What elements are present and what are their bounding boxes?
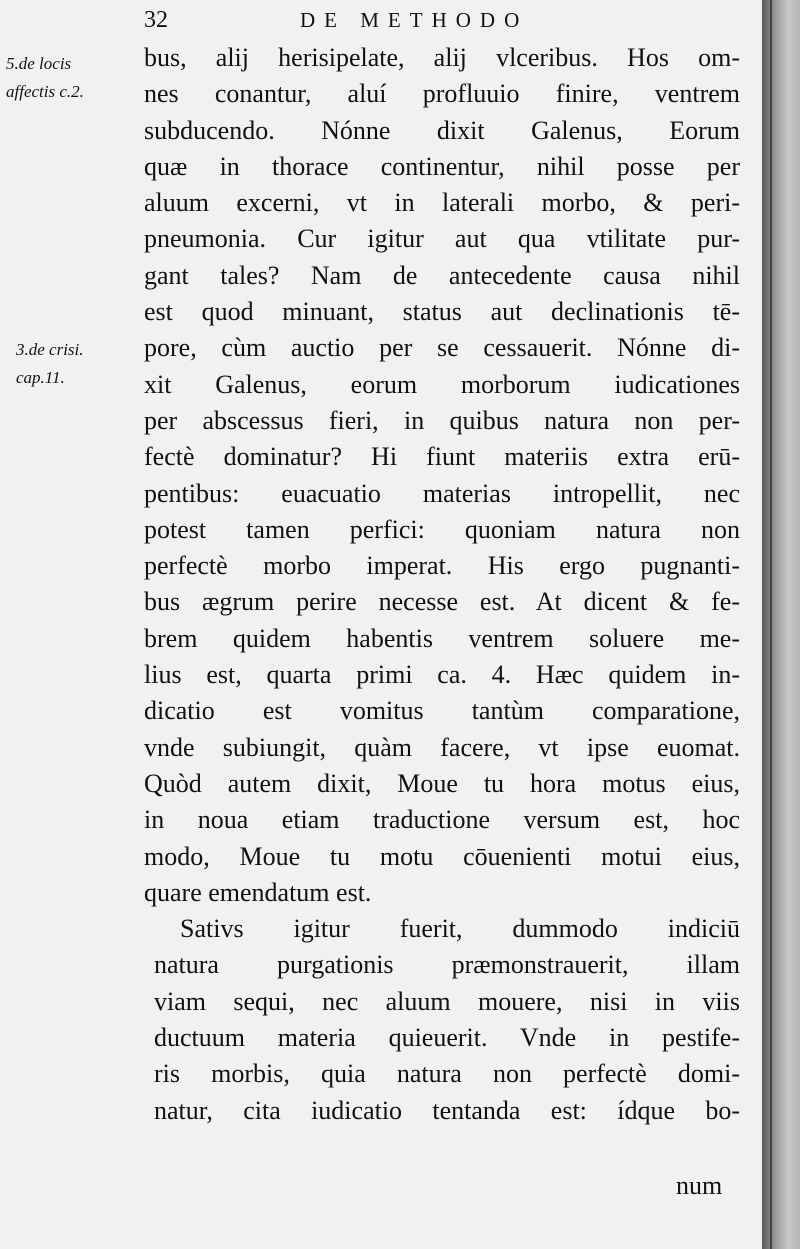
margin-note-2-line2: cap.11.	[16, 368, 65, 387]
text-line-2: nes conantur, aluí profluuio finire, ventrem	[144, 79, 740, 109]
text-line-27: viam sequi, nec aluum mouere, nisi in viis	[154, 986, 740, 1016]
text-line-23: modo, Moue tu motu cōuenienti motui eius,	[144, 841, 740, 871]
margin-note-2	[16, 336, 84, 392]
margin-note-1-line1: 5.de locis	[6, 54, 72, 73]
text-line-25: Sativs igitur fuerit, dummodo indiciū	[180, 914, 740, 944]
text-line-30: natur, cita iudicatio tentanda est: ídque bo-	[154, 1095, 740, 1125]
page-header	[140, 0, 740, 40]
text-line-3: subducendo. Nónne dixit Galenus, Eorum	[144, 115, 740, 145]
text-line-28: ductuum materia quieuerit. Vnde in pestife-	[154, 1023, 740, 1053]
text-line-21: Quòd autem dixit, Moue tu hora motus eius,	[144, 768, 740, 798]
catchword: num	[676, 1171, 723, 1200]
text-line-22: in noua etiam traductione versum est, hoc	[144, 805, 740, 835]
text-line-15: perfectè morbo imperat. His ergo pugnanti-	[144, 551, 740, 581]
page-number: 32	[144, 7, 168, 33]
running-title: DE METHODO	[300, 8, 529, 32]
margin-note-1-line2: affectis c.2.	[6, 82, 84, 101]
text-line-20: vnde subiungit, quàm facere, vt ipse euomat.	[144, 732, 740, 762]
text-line-8: est quod minuant, status aut declinationis tē-	[144, 297, 740, 327]
body-text	[144, 40, 740, 1129]
text-line-19: dicatio est vomitus tantùm comparatione,	[144, 696, 740, 726]
text-line-7: gant tales? Nam de antecedente causa nihil	[144, 260, 740, 290]
text-line-11: per abscessus fieri, in quibus natura non per-	[144, 405, 740, 435]
text-line-18: lius est, quarta primi ca. 4. Hæc quidem in-	[144, 660, 740, 690]
text-line-1: bus, alij herisipelate, alij vlceribus. Hos om-	[144, 43, 740, 72]
text-line-16: bus ægrum perire necesse est. At dicent & fe-	[144, 587, 740, 617]
gutter-edge	[770, 0, 772, 1249]
text-line-26: natura purgationis præmonstrauerit, illam	[154, 950, 740, 980]
text-line-9: pore, cùm auctio per se cessauerit. Nónne di-	[144, 333, 740, 363]
text-line-14: potest tamen perfici: quoniam natura non	[144, 514, 740, 544]
margin-note-2-line1: 3.de crisi.	[16, 340, 84, 359]
text-line-12: fectè dominatur? Hi fiunt materiis extra erū-	[144, 442, 740, 472]
text-line-10: xit Galenus, eorum morborum iudicationes	[144, 369, 740, 399]
text-line-29: ris morbis, quia natura non perfectè domi-	[154, 1059, 740, 1089]
text-line-5: aluum excerni, vt in laterali morbo, & peri-	[144, 188, 740, 218]
text-line-13: pentibus: euacuatio materias intropellit, nec	[144, 478, 740, 508]
text-line-17: brem quidem habentis ventrem soluere me-	[144, 623, 740, 653]
text-line-6: pneumonia. Cur igitur aut qua vtilitate pur-	[144, 224, 740, 254]
text-line-4: quæ in thorace continentur, nihil posse per	[144, 151, 740, 181]
book-gutter	[762, 0, 800, 1249]
text-line-24: quare emendatum est.	[144, 877, 372, 907]
margin-note-1	[6, 50, 84, 106]
